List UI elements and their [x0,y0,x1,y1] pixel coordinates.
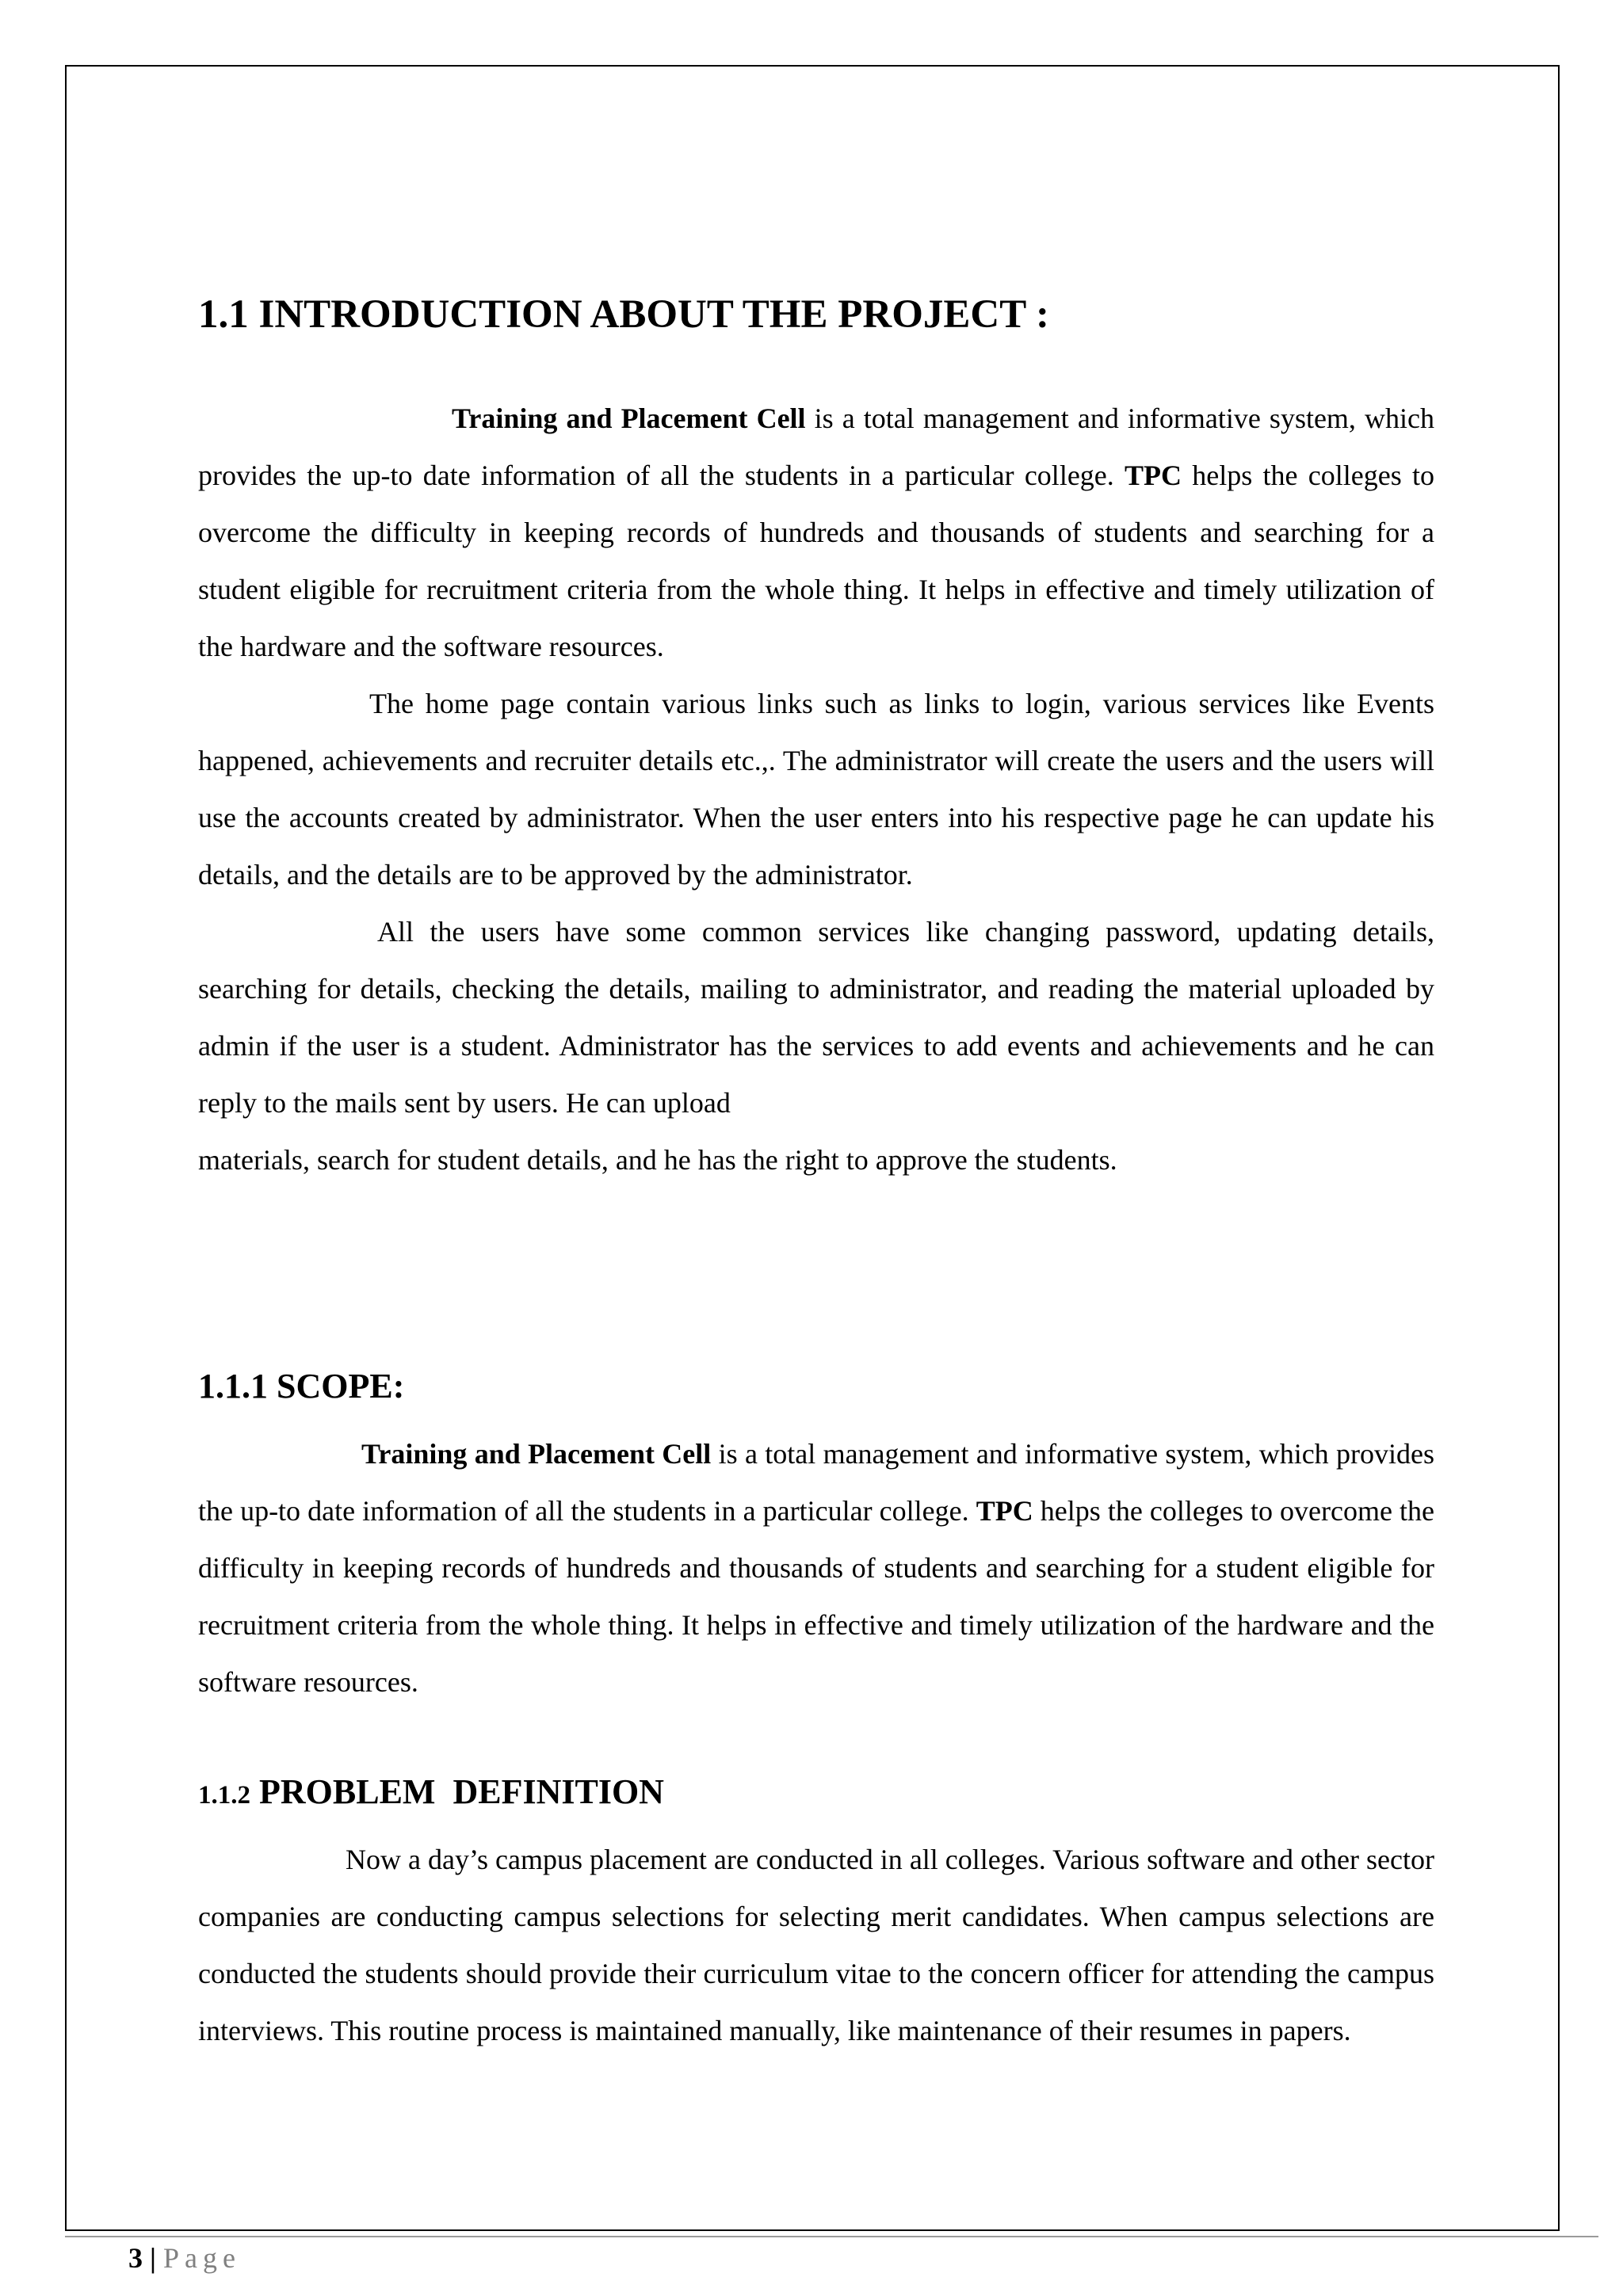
section-heading-scope: 1.1.1 SCOPE: [198,1367,405,1405]
scope-text-a: is a total management and informative system, which provides the up-to date information of all the students in a particular college. [198,1438,1434,1527]
section-heading-introduction: 1.1 INTRODUCTION ABOUT THE PROJECT : [198,292,1050,337]
intro-body [198,390,1434,1188]
intro-tpc: TPC [1125,460,1182,491]
footer-separator: | [150,2242,156,2274]
intro-paragraph-1 [198,390,1434,675]
page-number: 3 [128,2242,143,2274]
scope-body [198,1425,1434,1711]
intro-paragraph-3-cont: materials, search for student details, and he has the right to approve the students. [198,1144,1117,1176]
intro-text-b: helps the colleges to overcome the difficulty in keeping records of hundreds and thousands of students and searching for a student eligible for recruitment criteria from the whole thing. It helps in effective and timely utilization of the hardware and the software resources. [198,460,1435,662]
footer-divider [65,2236,1598,2237]
intro-paragraph-3: All the users have some common services like changing password, updating details, searching for details, checking the details, mailing to administrator, and reading the material uploaded by admin if the user is a student. Administrator has the services to add events and achievements and he can reply to the mails sent by users. He can upload [198,916,1434,1119]
problem-heading-number: 1.1.2 [198,1781,250,1810]
scope-tpc: TPC [976,1495,1033,1527]
page-label: Page [162,2242,241,2274]
intro-text-a: is a total management and informative system, which provides the up-to date information of all the students in a particular college. [198,402,1434,491]
problem-heading-text: PROBLEM DEFINITION [259,1772,664,1811]
problem-paragraph: Now a day’s campus placement are conducted in all colleges. Various software and other sector companies are conducting campus selections for selecting merit candidates. When campus selections are conducted the students should provide their curriculum vitae to the concern officer for attending the campus interviews. This routine process is maintained manually, like maintenance of their resumes in papers. [198,1844,1434,2046]
intro-bold-title: Training and Placement Cell [452,402,806,434]
scope-bold-title: Training and Placement Cell [361,1438,712,1470]
scope-text-b: helps the colleges to overcome the difficulty in keeping records of hundreds and thousands of students and searching for a student eligible for recruitment criteria from the whole thing. It helps in effective and timely utilization of the hardware and the software resources. [198,1495,1435,1698]
intro-paragraph-2: The home page contain various links such as links to login, various services like Events happened, achievements and recruiter details etc.,. The administrator will create the users and the users will use the accounts created by administrator. When the user enters into his respective page he can update his details, and the details are to be approved by the administrator. [198,688,1434,891]
problem-body [198,1831,1434,2059]
scope-paragraph [198,1425,1434,1711]
page-footer [128,2236,241,2280]
section-heading-problem-definition [198,1768,664,1819]
